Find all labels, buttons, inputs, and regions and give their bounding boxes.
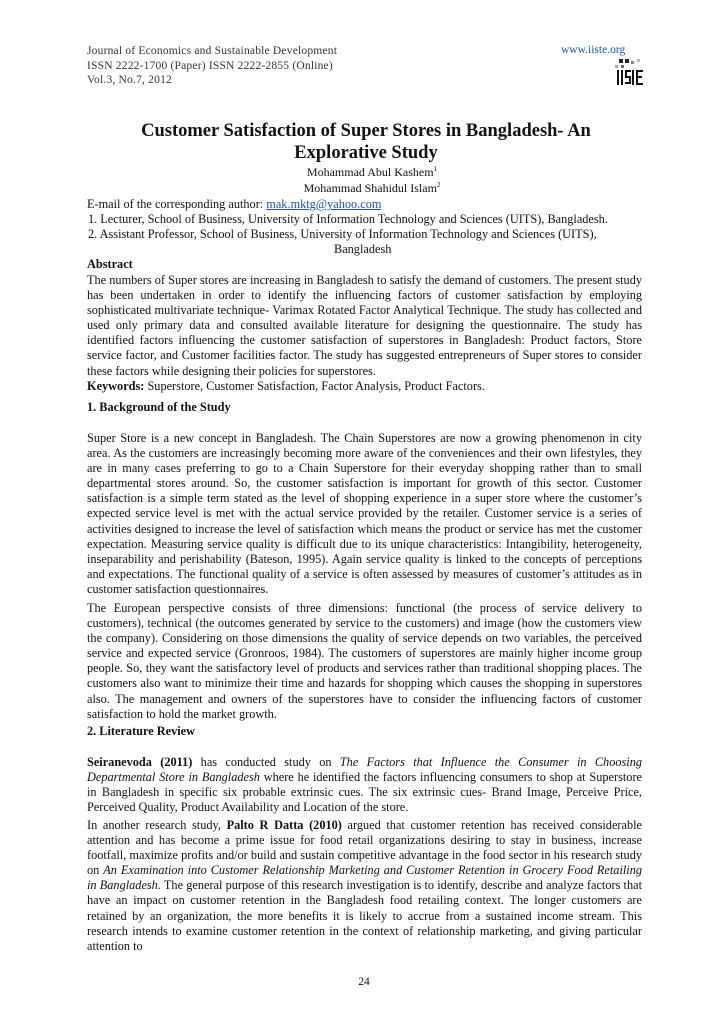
section-1-paragraph-2: The European perspective consists of three dimensions: functional (the process of service delivery to customers), technical (the outcomes generated by service to the customers) and image (how the customers view the company). Considering on those dimensions the quality of service depends on two variables, the perceived service and expected service (Gronroos, 1984). The customers of superstores are mainly higher income group people. So, they want the satisfactory level of products and services rather than traditional shopping places. The customers also want to minimize their time and hazards for shopping which causes the shopping in superstores also. The management and owners of the superstores have to consider the influencing factors of customer satisfaction to hold the market growth. (87, 601, 642, 721)
s2p1-title: The Factors that Influence the Consumer in Choosing Departmental Store in Bangladesh (87, 755, 642, 785)
journal-volume: Vol.3, No.7, 2012 (87, 74, 172, 86)
author-1 (8, 165, 728, 180)
citation-datta: Palto R Datta (2010) (226, 818, 342, 832)
author-2 (8, 181, 728, 196)
affiliation-2-country: Bangladesh (334, 242, 392, 256)
affiliation-1: 1. Lecturer, School of Business, University of Information Technology and Sciences (UITS), Bangladesh. (88, 212, 608, 226)
email-label: E-mail of the corresponding author: (87, 197, 267, 211)
s2p2-post: The general purpose of this research investigation is to identify, describe and analyze factors that have an impact on customer retention in the Bangladesh food retailing context. The longer customers are retained by an organization, the more benefits it is likely to accrue from a sustained income stream. This research intends to examine customer retention in the context of relationship marketing, and giving particular attention to (87, 878, 642, 953)
journal-url[interactable]: www.iiste.org (561, 44, 626, 56)
keywords-list: Superstore, Customer Satisfaction, Factor Analysis, Product Factors. (144, 378, 485, 393)
journal-issn: ISSN 2222-1700 (Paper) ISSN 2222-2855 (Online) (87, 59, 333, 72)
section-1-heading: 1. Background of the Study (87, 400, 231, 414)
corresponding-email (87, 197, 381, 212)
page-number: 24 (358, 976, 370, 988)
author-2-affil: 2 (436, 181, 441, 189)
paper-title (90, 120, 642, 164)
keywords-label: Keywords: (87, 378, 145, 393)
section-2-heading: 2. Literature Review (87, 724, 196, 738)
iiste-logo (615, 59, 645, 87)
email-link[interactable]: mak.mktg@yahoo.com (266, 197, 382, 211)
title-line-1: Customer Satisfaction of Super Stores in Bangladesh- An (141, 121, 591, 141)
keywords (87, 379, 642, 394)
citation-seiranevoda: Seiranevoda (2011) (87, 755, 193, 769)
title-line-2: Explorative Study (294, 143, 438, 163)
journal-name: Journal of Economics and Sustainable Development (87, 45, 338, 57)
author-1-affil: 1 (433, 165, 438, 173)
s2p1-post: where he identified the factors influencing consumers to shop at Superstore in Bangladesh in specific six probable extrinsic cues. The six extrinsic cues- Brand Image, Perceive Price, Perceived Quality, Product Availability and Location of the store. (87, 770, 642, 815)
abstract-heading: Abstract (87, 257, 133, 271)
affiliation-2: 2. Assistant Professor, School of Business, University of Information Technology and Sciences (UITS), (88, 227, 597, 241)
journal-header (87, 44, 337, 88)
author-1-name: Mohammad Abul Kashem (306, 165, 434, 179)
s2p2-pre: In another research study, (87, 818, 227, 832)
section-2-paragraph-2 (87, 818, 642, 954)
s2p2-title: An Examination into Customer Relationship Marketing and Customer Retention in Grocery Food Retailing in Bangladesh. (87, 863, 642, 893)
section-2-paragraph-1 (87, 755, 642, 815)
author-2-name: Mohammad Shahidul Islam (303, 181, 437, 195)
section-1-paragraph-1: Super Store is a new concept in Bangladesh. The Chain Superstores are now a growing phenomenon in city area. As the customers are increasingly becoming more aware of the conveniences and their own lifestyles, they are in many cases preferring to go to a Chain Superstore for their everyday shopping rather than to small departmental stores around. So, the customer satisfaction is important for growth of this sector. Customer satisfaction is a simple term stated as the level of shopping experience in a super store where the customer’s expected service level is met with the actual service provided by the retailer. Customer service is a series of activities designed to increase the level of satisfaction which means the product or service has met the customer expectation. Measuring service quality is difficult due to its unique characteristics: Intangibility, heterogeneity, inseparability and perishability (Bateson, 1995). Again service quality is linked to the concepts of perceptions and expectations. The functional quality of a service is often assessed by measures of customer’s attitudes as in customer satisfaction questionnaires. (87, 431, 642, 596)
abstract-body: The numbers of Super stores are increasing in Bangladesh to satisfy the demand of customers. The present study has been undertaken in order to identify the influencing factors of customer satisfaction by employing sophisticated multivariate technique- Varimax Rotated Factor Analytical Technique. The study has collected and used only primary data and consulted available literature for designing the questionnaire. The study has identified factors influencing the customer satisfaction of superstores in Bangladesh: Product factors, Store service factor, and Customer facilities factor. The study has suggested entrepreneurs of Super stores to consider these factors while designing their policies for superstores. (87, 273, 642, 378)
s2p1-pre: has conducted study on (192, 755, 340, 769)
s2p2-mid: argued that customer retention has received considerable attention and has become a prime issue for food retail organizations desiring to stay in business, increase footfall, maximize profits and/or build and sustain competitive advantage in the food sector in his research study on (87, 818, 642, 878)
abstract-text (87, 273, 642, 394)
